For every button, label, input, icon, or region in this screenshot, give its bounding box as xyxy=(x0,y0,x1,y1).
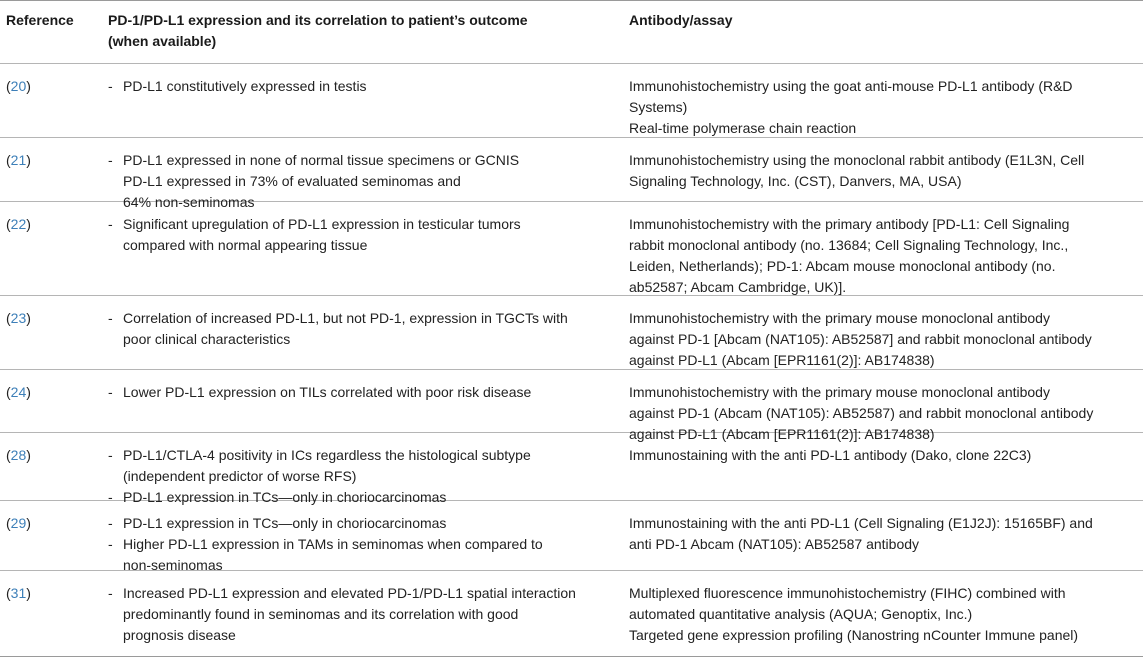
assay-text: Immunohistochemistry with the primary mouse monoclonal antibody xyxy=(629,310,1050,326)
reference-cell: (23) xyxy=(6,310,31,326)
table-row xyxy=(0,138,1143,210)
reference-link[interactable]: 22 xyxy=(10,216,27,232)
dash-marker: - xyxy=(108,447,113,463)
bullet-continuation xyxy=(108,625,608,646)
reference-link[interactable]: 29 xyxy=(10,515,27,531)
table-row xyxy=(0,202,1143,296)
expression-text: non-seminomas xyxy=(123,557,223,573)
assay-cell xyxy=(629,308,1139,371)
assay-cell xyxy=(629,445,1139,466)
header-reference: Reference xyxy=(6,12,74,28)
assay-text: Immunohistochemistry with the primary antibody [PD-L1: Cell Signaling xyxy=(629,216,1070,232)
expression-cell xyxy=(108,382,608,403)
reference-link[interactable]: 20 xyxy=(10,78,27,94)
dash-marker: - xyxy=(108,515,113,531)
reference-cell: (31) xyxy=(6,585,31,601)
expression-text: Lower PD-L1 expression on TILs correlated with poor risk disease xyxy=(123,384,532,400)
bullet-continuation xyxy=(108,235,608,256)
expression-text: PD-L1 constitutively expressed in testis xyxy=(123,78,367,94)
reference-link[interactable]: 23 xyxy=(10,310,27,326)
bullet-continuation xyxy=(108,466,608,487)
assay-text: ab52587; Abcam Cambridge, UK)]. xyxy=(629,279,847,295)
reference-cell: (20) xyxy=(6,78,31,94)
expression-cell xyxy=(108,445,608,508)
assay-text: anti PD-1 Abcam (NAT105): AB52587 antibody xyxy=(629,536,920,552)
bullet-continuation xyxy=(108,329,608,350)
assay-text: against PD-1 (Abcam (NAT105): AB52587) and rabbit monoclonal antibody xyxy=(629,405,1094,421)
assay-text: against PD-L1 (Abcam [EPR1161(2)]: AB174838) xyxy=(629,426,935,442)
assay-text: Immunostaining with the anti PD-L1 (Cell Signaling (E1J2J): 15165BF) and xyxy=(629,515,1093,531)
assay-text: Immunohistochemistry with the primary mouse monoclonal antibody xyxy=(629,384,1050,400)
assay-text: Immunohistochemistry using the goat anti-mouse PD-L1 antibody (R&D xyxy=(629,78,1073,94)
assay-text: against PD-1 [Abcam (NAT105): AB52587] and rabbit monoclonal antibody xyxy=(629,331,1092,347)
bullet-item xyxy=(108,382,608,403)
table-row xyxy=(0,571,1143,656)
table-row xyxy=(0,501,1143,571)
assay-cell xyxy=(629,513,1139,555)
expression-cell xyxy=(108,513,608,576)
expression-text: prognosis disease xyxy=(123,627,236,643)
reference-cell: (21) xyxy=(6,152,31,168)
reference-link[interactable]: 28 xyxy=(10,447,27,463)
assay-cell xyxy=(629,76,1139,139)
assay-text: Immunostaining with the anti PD-L1 antibody (Dako, clone 22C3) xyxy=(629,447,1032,463)
expression-text: PD-L1 expression in TCs—only in choriocarcinomas xyxy=(123,489,447,505)
bullet-item xyxy=(108,150,608,171)
expression-text: PD-L1/CTLA-4 positivity in ICs regardless the histological subtype xyxy=(123,447,531,463)
bullet-item xyxy=(108,534,608,555)
bullet-continuation xyxy=(108,604,608,625)
expression-cell xyxy=(108,308,608,350)
expression-text: Higher PD-L1 expression in TAMs in seminomas when compared to xyxy=(123,536,543,552)
expression-text: poor clinical characteristics xyxy=(123,331,291,347)
dash-marker: - xyxy=(108,536,113,552)
bullet-item xyxy=(108,76,608,97)
assay-text: rabbit monoclonal antibody (no. 13684; Cell Signaling Technology, Inc., xyxy=(629,237,1069,253)
header-expression-line1: PD-1/PD-L1 expression and its correlation to patient’s outcome xyxy=(108,12,528,28)
assay-cell xyxy=(629,150,1139,192)
assay-cell xyxy=(629,214,1139,298)
expression-text: PD-L1 expressed in none of normal tissue specimens or GCNIS xyxy=(123,152,520,168)
dash-marker: - xyxy=(108,585,113,601)
assay-cell xyxy=(629,583,1139,646)
assay-text: Immunohistochemistry using the monoclonal rabbit antibody (E1L3N, Cell xyxy=(629,152,1085,168)
reference-link[interactable]: 31 xyxy=(10,585,27,601)
table-row xyxy=(0,433,1143,505)
assay-text: Real-time polymerase chain reaction xyxy=(629,120,857,136)
expression-cell xyxy=(108,76,608,97)
dash-marker: - xyxy=(108,78,113,94)
table-bottom-rule xyxy=(0,656,1143,657)
expression-text: 64% non-seminomas xyxy=(123,194,255,210)
header-expression xyxy=(108,10,608,52)
expression-text: Significant upregulation of PD-L1 expression in testicular tumors xyxy=(123,216,521,232)
expression-text: Correlation of increased PD-L1, but not PD-1, expression in TGCTs with xyxy=(123,310,568,326)
table-row xyxy=(0,64,1143,138)
expression-text: (independent predictor of worse RFS) xyxy=(123,468,357,484)
dash-marker: - xyxy=(108,152,113,168)
bullet-item xyxy=(108,445,608,466)
reference-link[interactable]: 24 xyxy=(10,384,27,400)
bullet-item xyxy=(108,214,608,235)
bullet-continuation xyxy=(108,171,608,192)
dash-marker: - xyxy=(108,310,113,326)
reference-cell: (29) xyxy=(6,515,31,531)
assay-text: Targeted gene expression profiling (Nanostring nCounter Immune panel) xyxy=(629,627,1079,643)
assay-text: Systems) xyxy=(629,99,688,115)
reference-cell: (28) xyxy=(6,447,31,463)
dash-marker: - xyxy=(108,489,113,505)
reference-cell: (22) xyxy=(6,216,31,232)
bullet-item xyxy=(108,513,608,534)
expression-text: PD-L1 expressed in 73% of evaluated seminomas and xyxy=(123,173,461,189)
assay-text: Leiden, Netherlands); PD-1: Abcam mouse monoclonal antibody (no. xyxy=(629,258,1056,274)
assay-text: Multiplexed fluorescence immunohistochemistry (FIHC) combined with xyxy=(629,585,1066,601)
bullet-item xyxy=(108,583,608,604)
header-expression-line2: (when available) xyxy=(108,33,217,49)
dash-marker: - xyxy=(108,216,113,232)
expression-text: Increased PD-L1 expression and elevated PD-1/PD-L1 spatial interaction xyxy=(123,585,576,601)
expression-cell xyxy=(108,583,608,646)
table-row xyxy=(0,370,1143,442)
reference-link[interactable]: 21 xyxy=(10,152,27,168)
expression-text: compared with normal appearing tissue xyxy=(123,237,368,253)
reference-cell: (24) xyxy=(6,384,31,400)
dash-marker: - xyxy=(108,384,113,400)
assay-text: Signaling Technology, Inc. (CST), Danvers, MA, USA) xyxy=(629,173,962,189)
assay-text: automated quantitative analysis (AQUA; Genoptix, Inc.) xyxy=(629,606,973,622)
bullet-item xyxy=(108,308,608,329)
expression-text: predominantly found in seminomas and its correlation with good xyxy=(123,606,519,622)
table-header-row xyxy=(0,1,1143,64)
table-row xyxy=(0,296,1143,370)
assay-text: against PD-L1 (Abcam [EPR1161(2)]: AB174838) xyxy=(629,352,935,368)
expression-text: PD-L1 expression in TCs—only in choriocarcinomas xyxy=(123,515,447,531)
expression-cell xyxy=(108,214,608,256)
header-assay: Antibody/assay xyxy=(629,12,733,28)
